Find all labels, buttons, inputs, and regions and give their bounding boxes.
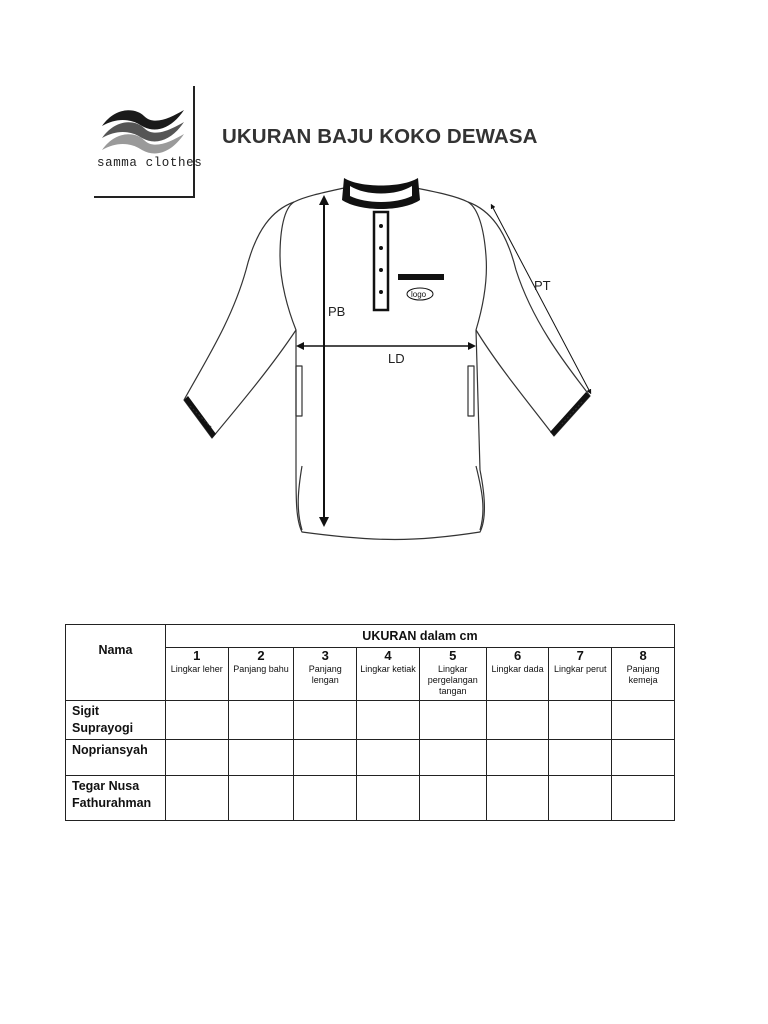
left-cuff (184, 396, 216, 438)
right-cuff (550, 392, 590, 436)
column-header (165, 648, 228, 701)
row-name: Sigit Suprayogi (66, 701, 166, 740)
size-cell[interactable] (419, 701, 486, 740)
column-label: Panjang lengan (308, 664, 342, 685)
size-cell[interactable] (549, 776, 612, 821)
size-cell[interactable] (165, 740, 228, 776)
pt-arrow (492, 206, 590, 392)
shirt-diagram (176, 170, 606, 542)
size-table (65, 624, 675, 821)
column-number: 6 (513, 648, 522, 663)
row-name: Nopriansyah (66, 740, 166, 776)
size-cell[interactable] (612, 776, 675, 821)
column-header (486, 648, 549, 701)
size-cell[interactable] (294, 776, 357, 821)
column-number: 7 (576, 648, 584, 663)
column-header (419, 648, 486, 701)
table-header-row (66, 625, 675, 648)
brand-name: samma clothes (97, 156, 203, 170)
name-header: Nama (66, 625, 166, 701)
size-cell[interactable] (228, 740, 294, 776)
size-cell[interactable] (228, 701, 294, 740)
size-cell[interactable] (486, 776, 549, 821)
pt-label: PT (534, 278, 551, 293)
column-header (228, 648, 294, 701)
column-label: Panjang bahu (233, 664, 289, 674)
column-label: Panjang kemeja (626, 664, 660, 685)
size-cell[interactable] (419, 740, 486, 776)
column-label: Lingkar perut (554, 664, 607, 674)
page-title: UKURAN BAJU KOKO DEWASA (222, 125, 538, 148)
column-number: 5 (449, 648, 457, 663)
column-header (357, 648, 420, 701)
side-pocket-left (296, 366, 302, 416)
size-cell[interactable] (549, 740, 612, 776)
size-cell[interactable] (486, 701, 549, 740)
table-row (66, 776, 675, 821)
column-label: Lingkar pergelangan tangan (427, 664, 478, 696)
size-cell[interactable] (612, 701, 675, 740)
table-row (66, 701, 675, 740)
right-sleeve-outline (468, 202, 590, 436)
size-cell[interactable] (357, 701, 420, 740)
column-label: Lingkar dada (491, 664, 544, 674)
ld-label: LD (388, 351, 405, 366)
size-cell[interactable] (294, 740, 357, 776)
size-cell[interactable] (612, 740, 675, 776)
table-row (66, 740, 675, 776)
size-group-header: UKURAN dalam cm (165, 625, 674, 648)
wave-logo-icon (96, 104, 188, 156)
column-header (549, 648, 612, 701)
column-label: Lingkar ketiak (360, 664, 416, 674)
side-pocket-right (468, 366, 474, 416)
size-cell[interactable] (165, 776, 228, 821)
column-label: Lingkar leher (170, 664, 223, 674)
pb-label: PB (328, 304, 346, 319)
size-cell[interactable] (294, 701, 357, 740)
column-number: 1 (193, 648, 201, 663)
row-name: Tegar Nusa Fathurahman (66, 776, 166, 821)
size-cell[interactable] (357, 776, 420, 821)
size-cell[interactable] (549, 701, 612, 740)
column-number: 2 (257, 648, 265, 663)
logo-label: logo (411, 290, 427, 299)
size-cell[interactable] (165, 701, 228, 740)
column-header (612, 648, 675, 701)
size-cell[interactable] (357, 740, 420, 776)
size-cell[interactable] (486, 740, 549, 776)
column-number: 3 (321, 648, 329, 663)
column-number: 8 (639, 648, 647, 663)
chest-pocket (398, 274, 444, 280)
column-number: 4 (384, 648, 392, 663)
size-cell[interactable] (419, 776, 486, 821)
size-cell[interactable] (228, 776, 294, 821)
left-sleeve-outline (184, 202, 296, 438)
column-header (294, 648, 357, 701)
